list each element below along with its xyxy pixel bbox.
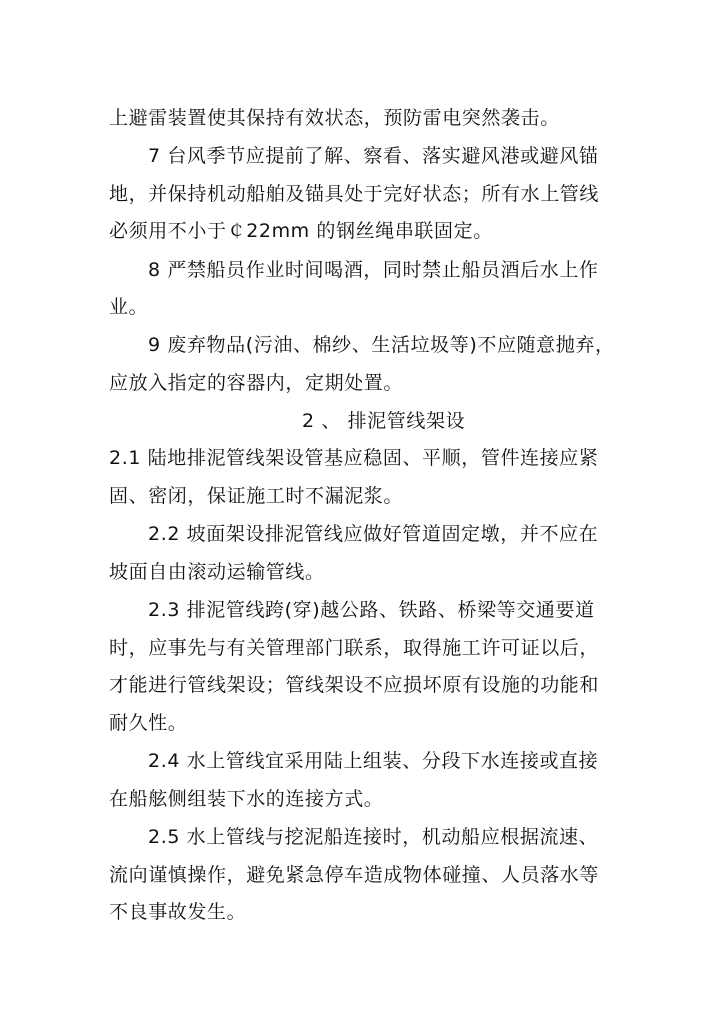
text-line-17: 耐久性。 bbox=[109, 712, 188, 734]
text-line-12: 2.2 坡面架设排泥管线应做好管道固定墩，并不应在 bbox=[148, 523, 599, 545]
text-line-16: 才能进行管线架设；管线架设不应损坏原有设施的功能和 bbox=[109, 674, 600, 696]
text-line-21: 流向谨慎操作，避免紧急停车造成物体碰撞、人员落水等 bbox=[109, 864, 600, 886]
text-line-8: 应放入指定的容器内，定期处置。 bbox=[109, 372, 404, 394]
text-line-1: 上避雷装置使其保持有效状态，预防雷电突然袭击。 bbox=[109, 107, 560, 129]
text-line-7: 9 废弃物品(污油、棉纱、生活垃圾等)不应随意抛弃， bbox=[148, 334, 615, 356]
text-line-15: 时，应事先与有关管理部门联系，取得施工许可证以后， bbox=[109, 637, 600, 659]
text-line-13: 坡面自由滚动运输管线。 bbox=[109, 561, 325, 583]
text-line-19: 在船舷侧组装下水的连接方式。 bbox=[109, 788, 384, 810]
text-line-18: 2.4 水上管线宜采用陆上组装、分段下水连接或直接 bbox=[148, 750, 599, 772]
text-line-14: 2.3 排泥管线跨(穿)越公路、铁路、桥梁等交通要道 bbox=[148, 599, 595, 621]
section-heading: 2 、 排泥管线架设 bbox=[302, 410, 466, 432]
text-line-10: 2.1 陆地排泥管线架设管基应稳固、平顺，管件连接应紧 bbox=[109, 447, 599, 469]
text-line-6: 业。 bbox=[109, 296, 149, 318]
text-line-20: 2.5 水上管线与挖泥船连接时，机动船应根据流速、 bbox=[148, 826, 599, 848]
text-line-4: 必须用不小于￠22mm 的钢丝绳串联固定。 bbox=[109, 220, 493, 242]
text-line-22: 不良事故发生。 bbox=[109, 901, 247, 923]
text-line-11: 固、密闭，保证施工时不漏泥浆。 bbox=[109, 485, 404, 507]
text-line-5: 8 严禁船员作业时间喝酒，同时禁止船员酒后水上作 bbox=[148, 259, 599, 281]
text-line-3: 地，并保持机动船舶及锚具处于完好状态；所有水上管线 bbox=[109, 183, 600, 205]
text-line-2: 7 台风季节应提前了解、察看、落实避风港或避风锚 bbox=[148, 145, 599, 167]
